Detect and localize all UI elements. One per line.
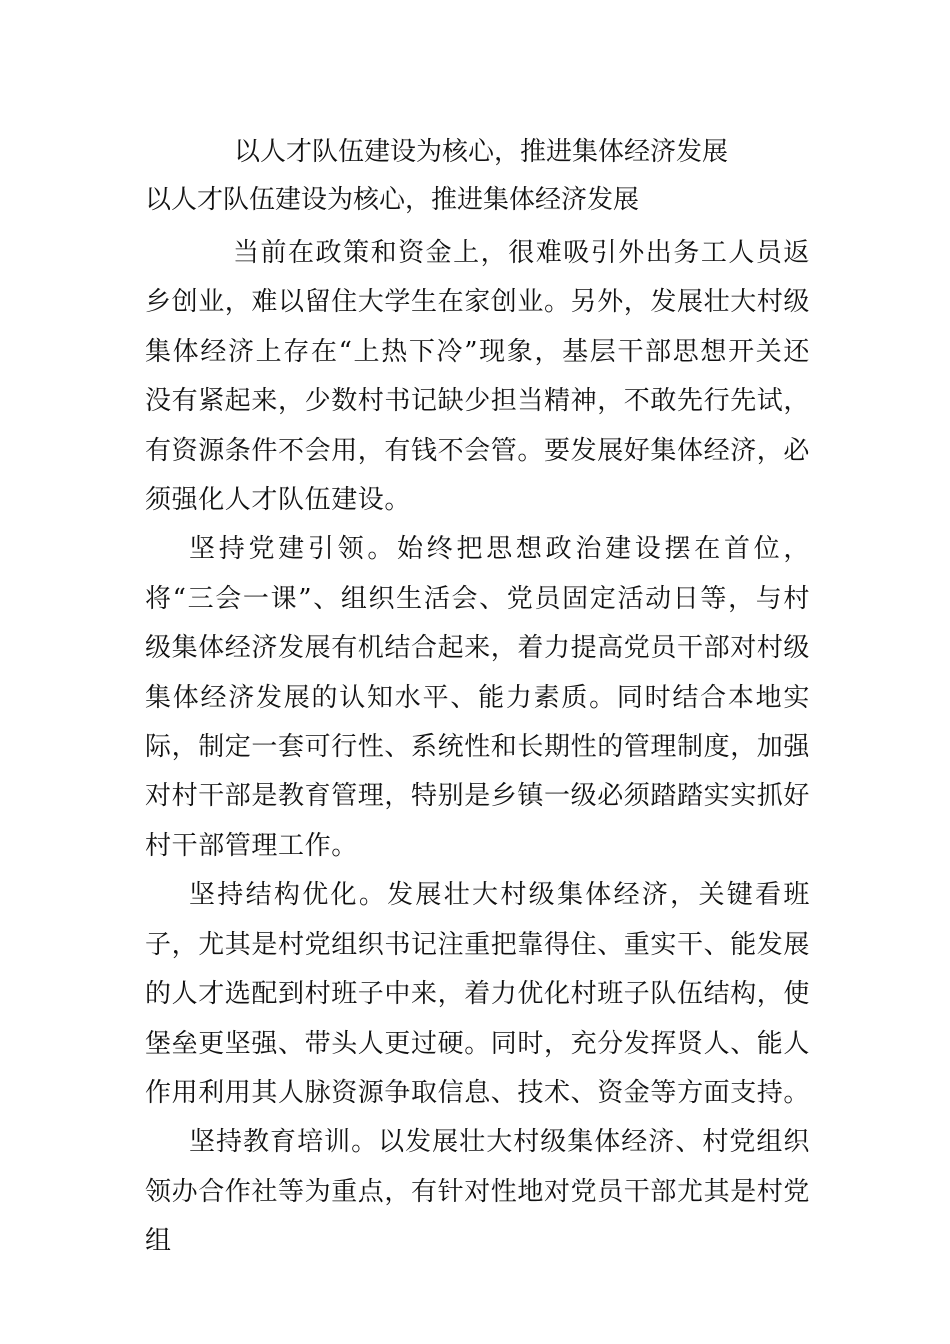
paragraph-intro: 当前在政策和资金上，很难吸引外出务工人员返乡创业，难以留住大学生在家创业。另外，发展壮大村级集体经济上存在“上热下冷”现象，基层干部思想开关还没有紧起来，少数村书记缺少担当精神，不敢先行先试，有资源条件不会用，有钱不会管。要发展好集体经济，必须强化人才队伍建设。 bbox=[145, 238, 811, 516]
paragraph-education-training: 坚持教育培训。以发展壮大村级集体经济、村党组织领办合作社等为重点，有针对性地对党员干部尤其是村党组 bbox=[145, 1127, 811, 1257]
paragraph-structure-optimization: 坚持结构优化。发展壮大村级集体经济，关键看班子，尤其是村党组织书记注重把靠得住、重实干、能发展的人才选配到村班子中来，着力优化村班子队伍结构，使堡垒更坚强、带头人更过硬。同时，充分发挥贤人、能人作用利用其人脉资源争取信息、技术、资金等方面支持。 bbox=[145, 880, 811, 1108]
document-body bbox=[145, 229, 811, 1257]
paragraph-party-leadership: 坚持党建引领。始终把思想政治建设摆在首位，将“三会一课”、组织生活会、党员固定活动日等，与村级集体经济发展有机结合起来，着力提高党员干部对村级集体经济发展的认知水平、能力素质。同时结合本地实际，制定一套可行性、系统性和长期性的管理制度，加强对村干部是教育管理，特别是乡镇一级必须踏踏实实抓好村干部管理工作。 bbox=[145, 534, 811, 861]
document-title: 以人才队伍建设为核心，推进集体经济发展 bbox=[234, 137, 729, 167]
document-subtitle: 以人才队伍建设为核心，推进集体经济发展 bbox=[145, 185, 640, 215]
